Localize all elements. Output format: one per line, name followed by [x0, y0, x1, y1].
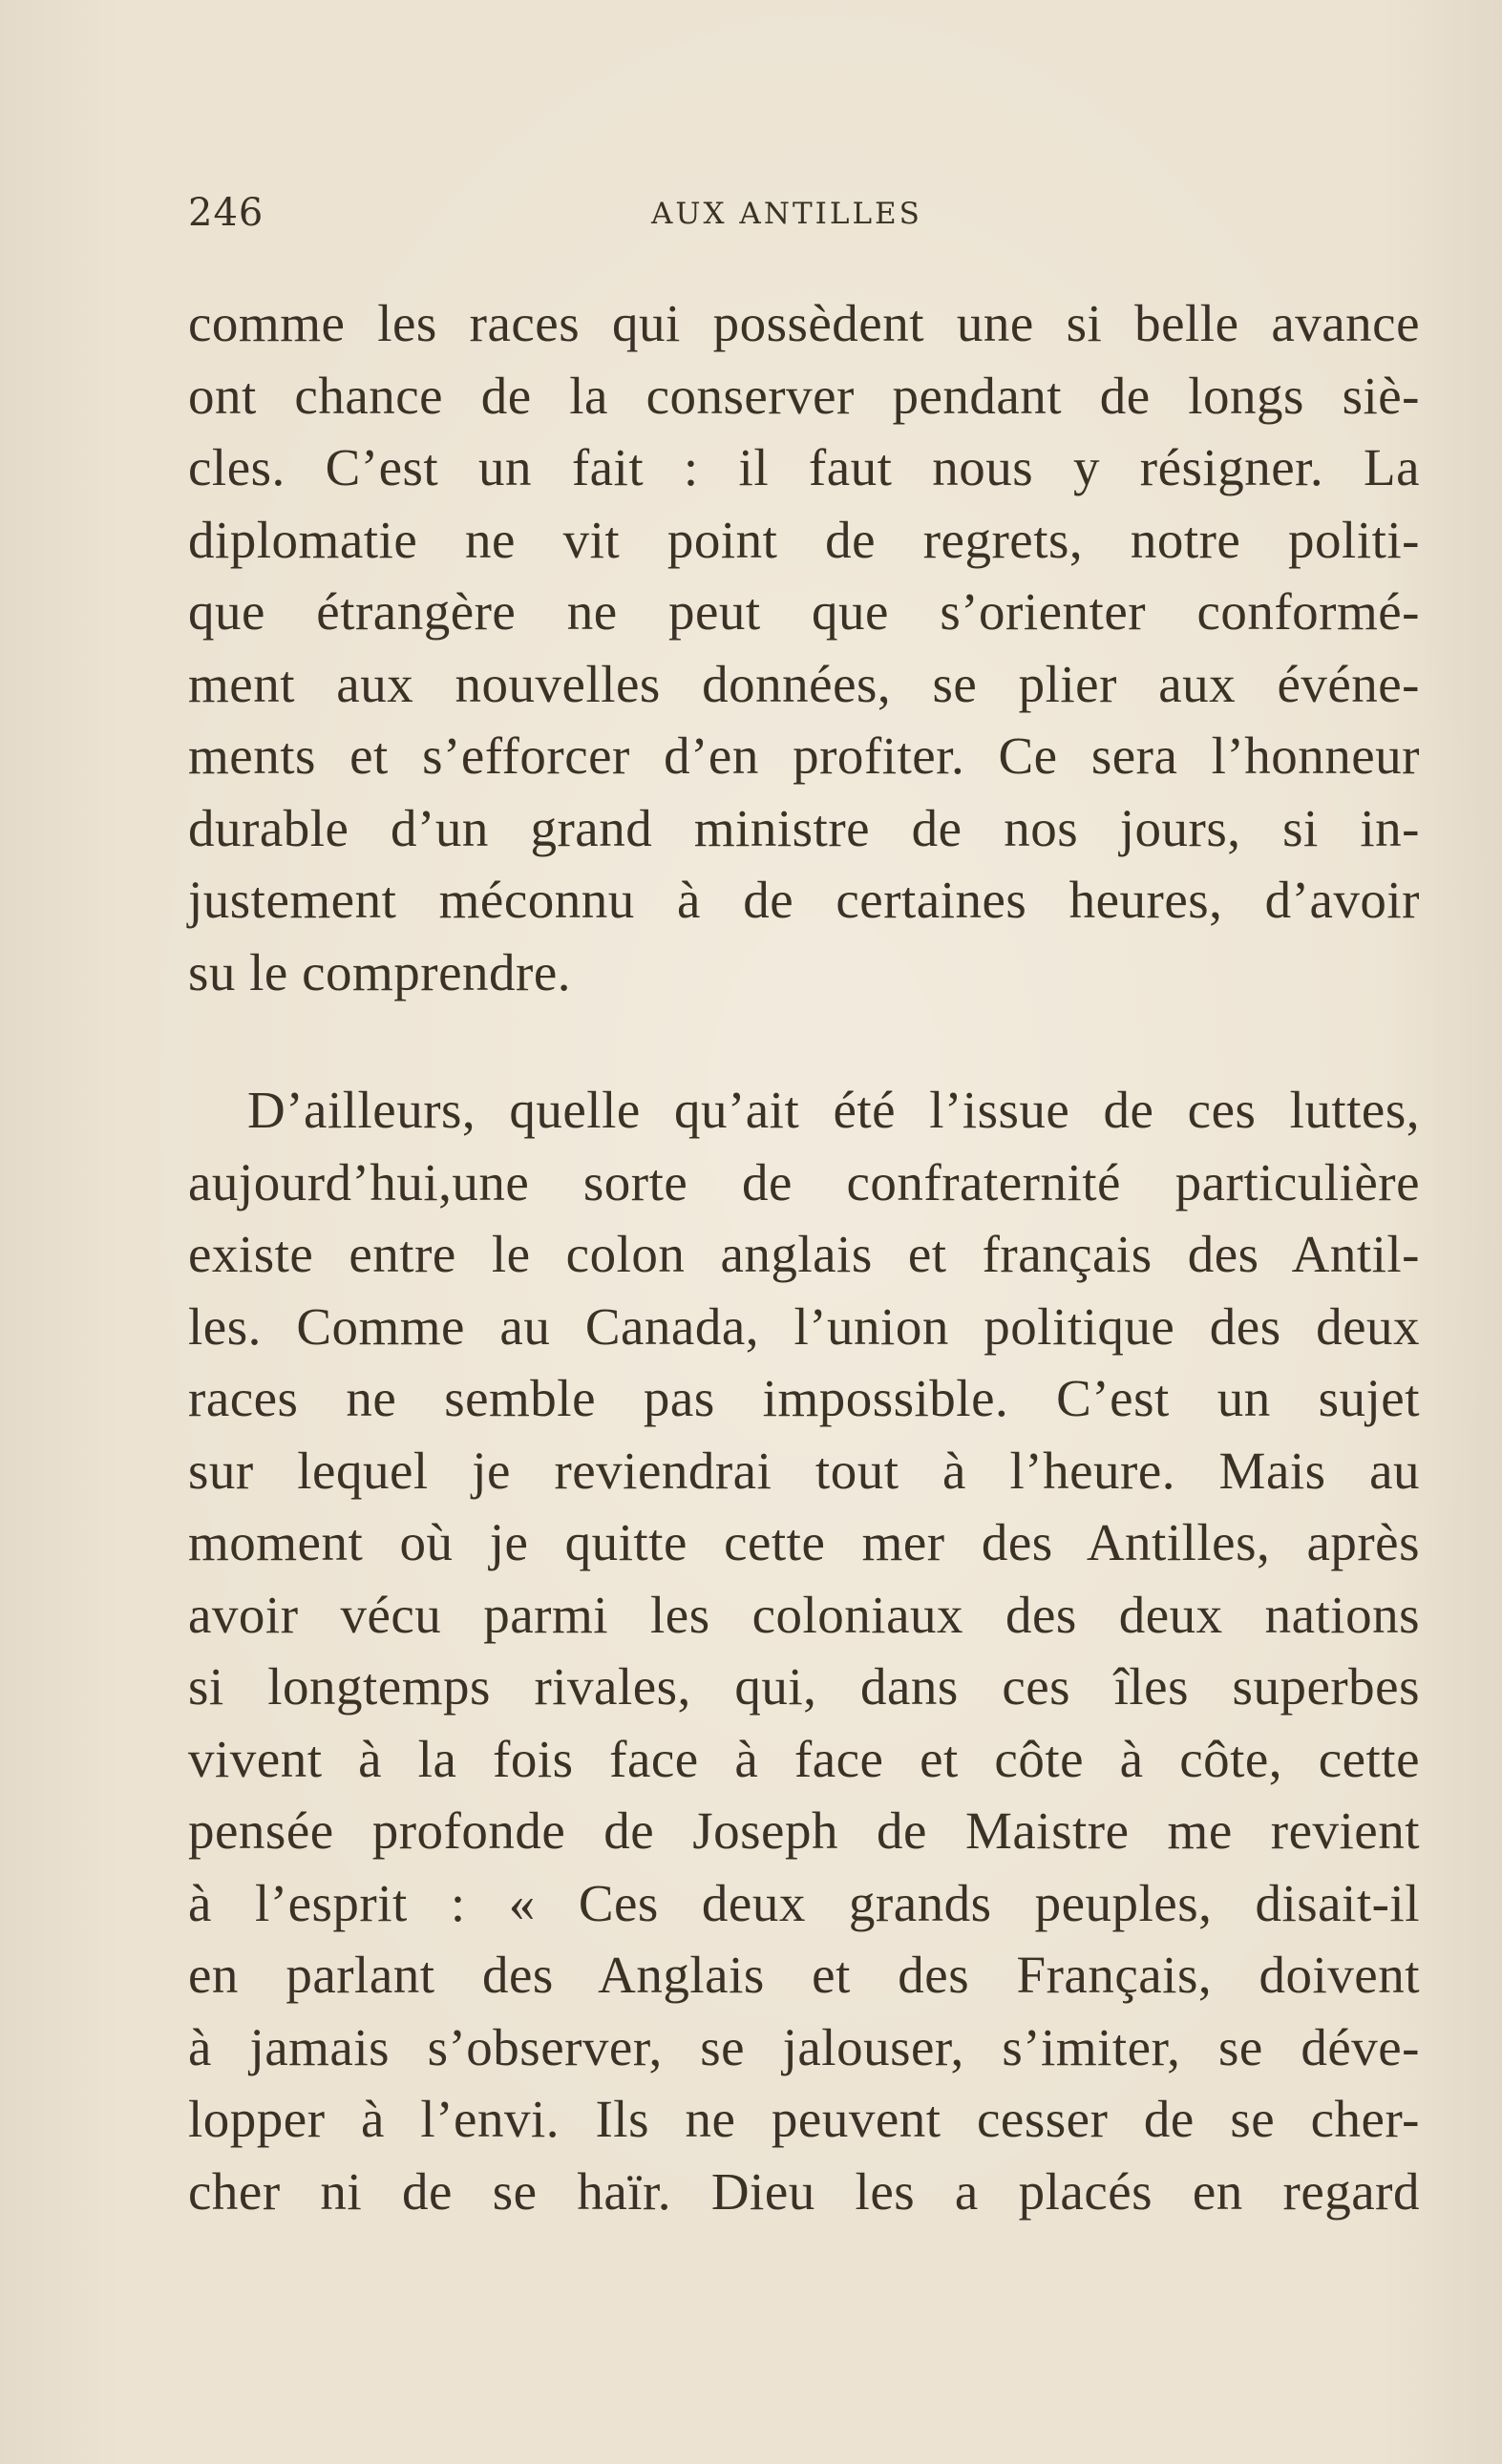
text-line: en parlant des Anglais et des Français, doivent [188, 1946, 1420, 2004]
text-line: à jamais s’observer, se jalouser, s’imiter, se déve- [188, 2017, 1420, 2076]
text-line: ont chance de la conserver pendant de longs siè- [188, 366, 1420, 425]
paragraph-1 [188, 287, 1420, 1008]
text-line: si longtemps rivales, qui, dans ces îles superbes [188, 1657, 1420, 1716]
running-title: AUX ANTILLES [651, 197, 922, 231]
text-line: aujourd’hui,une sorte de confraternité particulière [188, 1152, 1420, 1211]
text-line: races ne semble pas impossible. C’est un sujet [188, 1369, 1420, 1427]
text-line: pensée profonde de Joseph de Maistre me revient [188, 1801, 1420, 1860]
text-line: durable d’un grand ministre de nos jours, si in- [188, 798, 1420, 857]
text-line: lopper à l’envi. Ils ne peuvent cesser de se cher- [188, 2090, 1420, 2148]
text-line: su le comprendre. [188, 942, 571, 1001]
text-line: ment aux nouvelles données, se plier aux événe- [188, 654, 1420, 713]
text-line: cles. C’est un fait : il faut nous y résigner. La [188, 438, 1420, 496]
page-number: 246 [188, 191, 264, 235]
text-line: ments et s’efforcer d’en profiter. Ce sera l’honneur [188, 727, 1420, 785]
text-line: existe entre le colon anglais et français des Antil- [188, 1225, 1420, 1283]
page-header [188, 189, 1420, 246]
text-line: avoir vécu parmi les coloniaux des deux nations [188, 1585, 1420, 1644]
text-line: vivent à la fois face à face et côte à côte, cette [188, 1729, 1420, 1788]
text-line: moment où je quitte cette mer des Antilles, après [188, 1513, 1420, 1571]
paragraph-gap [188, 1008, 1420, 1074]
paragraph-2 [188, 1074, 1420, 2227]
text-line: comme les races qui possèdent une si belle avance [188, 294, 1420, 352]
text-line: que étrangère ne peut que s’orienter conformé- [188, 582, 1420, 641]
text-line: D’ailleurs, quelle qu’ait été l’issue de ces luttes, [247, 1081, 1420, 1139]
text-line: à l’esprit : « Ces deux grands peuples, disait-il [188, 1873, 1420, 1932]
text-line: sur lequel je reviendrai tout à l’heure. Mais au [188, 1441, 1420, 1500]
text-line: cher ni de se haïr. Dieu les a placés en regard [188, 2161, 1420, 2221]
text-line: diplomatie ne vit point de regrets, notre politi- [188, 510, 1420, 569]
body-text [188, 287, 1420, 2227]
text-line: les. Comme au Canada, l’union politique des deux [188, 1296, 1420, 1356]
text-line: justement méconnu à de certaines heures, d’avoir [188, 871, 1420, 929]
